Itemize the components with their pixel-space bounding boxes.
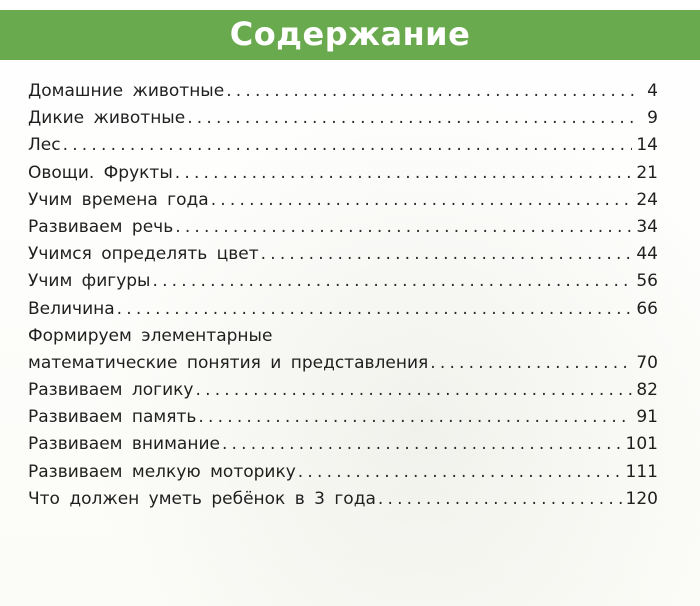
toc-page-number: 34	[636, 216, 658, 237]
toc-entry-title: Развиваем внимание	[28, 434, 220, 455]
toc-dot-leader	[226, 78, 638, 105]
toc-entry-fine-motor	[28, 459, 658, 486]
toc-dot-leader	[211, 187, 633, 214]
toc-dot-leader	[152, 268, 632, 295]
toc-page-number: 120	[625, 488, 658, 509]
toc-dot-leader	[378, 486, 622, 513]
toc-entry-memory	[28, 404, 658, 431]
toc-entry-logic	[28, 377, 658, 404]
toc-entry-speech	[28, 214, 658, 241]
toc-dot-leader	[298, 459, 622, 486]
toc-entry-skills-at-3	[28, 486, 658, 513]
toc-page-number: 24	[636, 189, 658, 210]
toc-entry-title: Лес	[28, 135, 61, 156]
toc-entry-colors	[28, 241, 658, 268]
toc-entry-title: Овощи. Фрукты	[28, 162, 173, 183]
toc-page-number: 21	[636, 162, 658, 183]
page-title: Содержание	[229, 15, 471, 53]
toc-entry-title: Домашние животные	[28, 81, 225, 101]
toc-entry-title: Развиваем мелкую моторику	[28, 461, 296, 482]
toc-page-number: 70	[636, 352, 658, 373]
toc-dot-leader	[187, 105, 638, 132]
table-of-contents	[28, 78, 658, 513]
toc-entry-seasons	[28, 187, 658, 214]
toc-entry-size	[28, 296, 658, 323]
toc-dot-leader	[261, 241, 633, 268]
toc-page-number: 111	[625, 461, 658, 482]
toc-entry-title: Учимся определять цвет	[28, 244, 259, 265]
toc-entry-title: Дикие животные	[28, 108, 186, 129]
toc-entry-vegetables-fruits	[28, 160, 658, 187]
toc-page-number: 14	[636, 135, 658, 156]
toc-entry-wild-animals	[28, 105, 658, 132]
toc-page-number: 44	[636, 244, 658, 265]
toc-dot-leader	[175, 214, 632, 241]
toc-entry-title: Что должен уметь ребёнок в 3 года	[28, 488, 376, 509]
toc-page-number: 66	[636, 298, 658, 319]
toc-entry-title: Развиваем память	[28, 407, 197, 428]
toc-entry-title: математические понятия и представления	[28, 352, 429, 373]
toc-page-number: 101	[625, 434, 658, 455]
toc-page-number: 9	[647, 108, 658, 129]
toc-page-number: 4	[647, 81, 658, 101]
toc-entry-title: Учим фигуры	[28, 271, 151, 292]
toc-dot-leader	[222, 431, 622, 458]
toc-entry-title: Формируем элементарные	[28, 325, 273, 346]
toc-dot-leader	[63, 132, 633, 159]
toc-dot-leader	[117, 296, 633, 323]
toc-entry-title: Развиваем логику	[28, 380, 194, 401]
toc-page-number: 82	[636, 380, 658, 401]
toc-page-number: 56	[636, 271, 658, 292]
toc-entry-forest	[28, 132, 658, 159]
toc-entry-title: Величина	[28, 298, 115, 319]
toc-dot-leader	[175, 160, 633, 187]
toc-page-number: 91	[636, 407, 658, 428]
toc-entry-math-concepts-line1	[28, 323, 658, 350]
toc-dot-leader	[198, 404, 632, 431]
toc-entry-shapes	[28, 268, 658, 295]
toc-dot-leader	[195, 377, 632, 404]
contents-header-band	[0, 10, 700, 60]
toc-entry-domestic-animals	[28, 78, 658, 105]
toc-entry-title: Развиваем речь	[28, 216, 174, 237]
toc-entry-attention	[28, 431, 658, 458]
toc-entry-math-concepts-line2	[28, 350, 658, 377]
toc-dot-leader	[430, 350, 632, 377]
toc-entry-title: Учим времена года	[28, 189, 209, 210]
